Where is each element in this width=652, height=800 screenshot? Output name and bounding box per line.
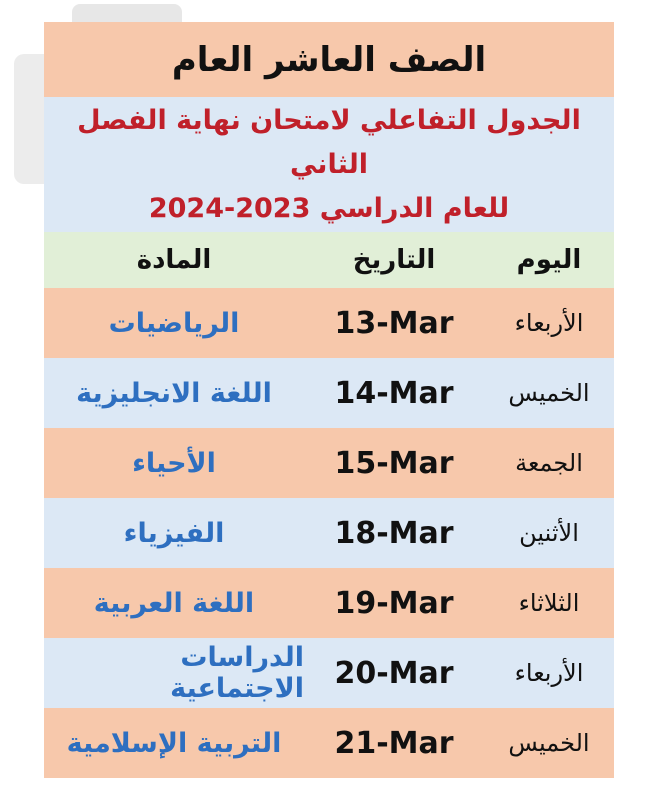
day-cell: الخميس (508, 379, 590, 407)
date-cell: 15-Mar (334, 445, 454, 481)
table-row (44, 358, 614, 428)
subtitle-line-1: الجدول التفاعلي لامتحان نهاية الفصل الثاني (77, 104, 581, 180)
day-cell: الجمعة (515, 449, 583, 477)
title-row (44, 22, 614, 97)
day-cell: الثلاثاء (518, 589, 580, 617)
subtitle-line-2: للعام الدراسي 2023-2024 (148, 192, 510, 224)
day-cell: الخميس (508, 729, 590, 757)
subject-cell: التربية الإسلامية (66, 727, 282, 759)
subject-cell: الأحياء (132, 447, 216, 479)
subtitle-row (44, 97, 614, 232)
day-cell: الأربعاء (514, 309, 584, 337)
table-row (44, 498, 614, 568)
exam-schedule-table (44, 22, 614, 791)
table-row (44, 288, 614, 358)
date-cell: 14-Mar (334, 375, 454, 411)
header-subject: المادة (136, 245, 212, 275)
subject-cell: اللغة الانجليزية (76, 377, 272, 409)
table-row (44, 568, 614, 638)
table-header-row (44, 232, 614, 288)
date-cell: 20-Mar (334, 655, 454, 691)
header-date: التاريخ (352, 245, 436, 275)
date-cell: 13-Mar (334, 305, 454, 341)
header-day: اليوم (516, 245, 582, 275)
table-row (44, 708, 614, 778)
date-cell: 19-Mar (334, 585, 454, 621)
subject-cell: الفيزياء (123, 517, 225, 549)
table-row (44, 428, 614, 498)
subject-cell: الرياضيات (108, 307, 240, 339)
subject-cell: اللغة العربية (93, 587, 255, 619)
day-cell: الأثنين (519, 519, 579, 547)
table-row (44, 638, 614, 708)
subject-cell: الدراسات الاجتماعية (170, 642, 304, 704)
date-cell: 18-Mar (334, 515, 454, 551)
day-cell: الأربعاء (514, 659, 584, 687)
date-cell: 21-Mar (334, 725, 454, 761)
page-title: الصف العاشر العام (171, 39, 487, 80)
